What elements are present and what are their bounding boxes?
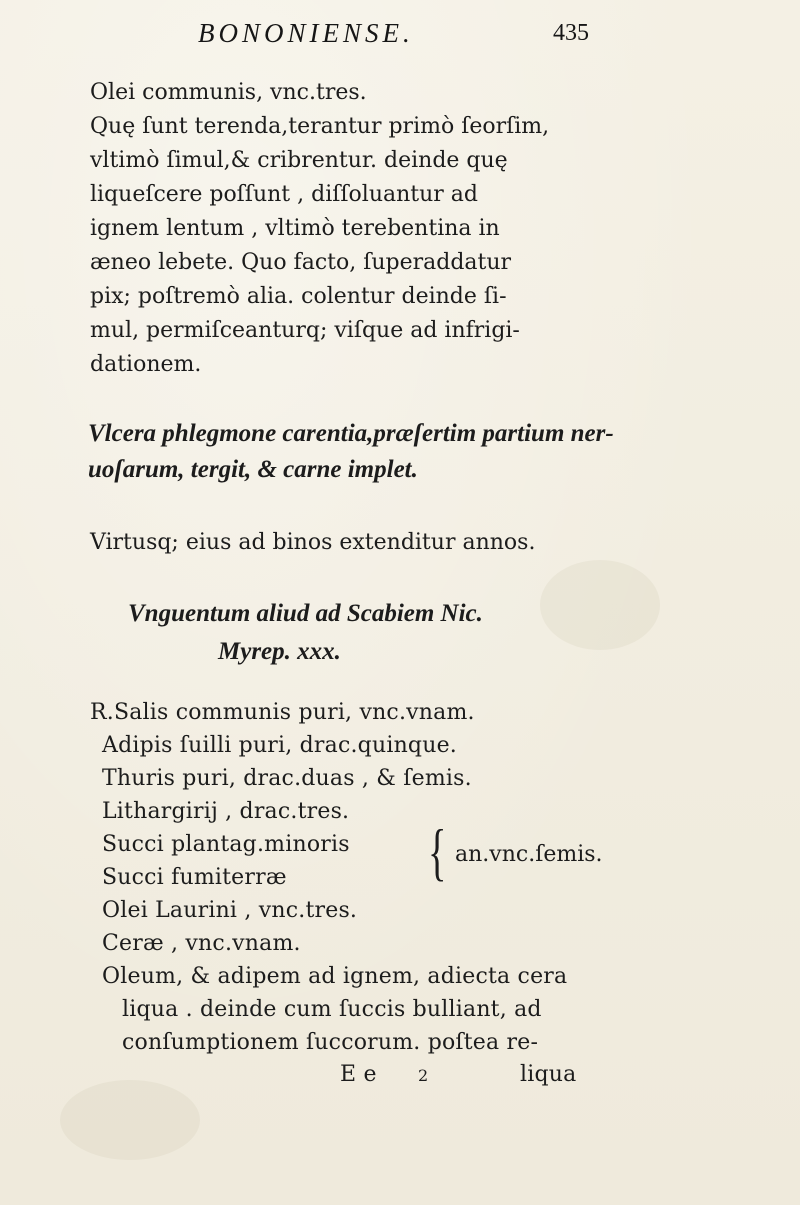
text-line: æneo lebete. Quo facto, ſuperaddatur bbox=[90, 250, 512, 275]
recipe-line: R.Salis communis puri, vnc.vnam. bbox=[90, 700, 475, 725]
recipe-line: Thuris puri, drac.duas , & ſemis. bbox=[102, 766, 472, 791]
recipe-line: Succi fumiterræ bbox=[102, 865, 287, 890]
recipe-title: Vnguentum aliud ad Scabiem Nic. bbox=[128, 600, 483, 627]
recipe-line: liqua . deinde cum ſuccis bulliant, ad bbox=[122, 997, 542, 1022]
text-line: ignem lentum , vltimò terebentina in bbox=[90, 216, 500, 241]
paper-stain bbox=[60, 1080, 200, 1160]
recipe-line: Succi plantag.minoris bbox=[102, 832, 350, 857]
running-head: BONONIENSE. bbox=[198, 18, 414, 48]
recipe-line: Ceræ , vnc.vnam. bbox=[102, 931, 301, 956]
text-line: vltimò ſimul,& cribrentur. deinde quę bbox=[90, 148, 508, 173]
section-heading: uoſarum, tergit, & carne implet. bbox=[88, 456, 418, 483]
page-header bbox=[0, 18, 800, 58]
recipe-line: Oleum, & adipem ad ignem, adiecta cera bbox=[102, 964, 568, 989]
text-line: dationem. bbox=[90, 352, 202, 377]
text-line: liqueſcere poſſunt , diſſoluantur ad bbox=[90, 182, 478, 207]
recipe-line: conſumptionem ſuccorum. poſtea re- bbox=[122, 1030, 539, 1055]
signature-number: 2 bbox=[418, 1066, 429, 1085]
text-line: Virtusq; eius ad binos extenditur annos. bbox=[90, 530, 536, 555]
catchword: liqua bbox=[520, 1062, 577, 1087]
brace-symbol: { bbox=[428, 816, 447, 887]
page-number: 435 bbox=[553, 20, 589, 46]
paper-stain bbox=[540, 560, 660, 650]
section-heading: Vlcera phlegmone carentia,præſertim partium ner- bbox=[88, 420, 614, 447]
text-line: pix; poſtremò alia. colentur deinde ſi- bbox=[90, 284, 507, 309]
recipe-source: Myrep. xxx. bbox=[218, 638, 341, 665]
recipe-line: Olei Laurini , vnc.tres. bbox=[102, 898, 358, 923]
text-line: Olei communis, vnc.tres. bbox=[90, 80, 367, 105]
recipe-line: Adipis ſuilli puri, drac.quinque. bbox=[102, 733, 458, 758]
text-line: Quę ſunt terenda,terantur primò ſeorſim, bbox=[90, 114, 550, 139]
brace-value: an.vnc.ſemis. bbox=[455, 842, 603, 867]
recipe-line: Lithargirij , drac.tres. bbox=[102, 799, 350, 824]
signature-mark: E e bbox=[340, 1062, 377, 1087]
text-line: mul, permiſceanturq; viſque ad infrigi- bbox=[90, 318, 520, 343]
